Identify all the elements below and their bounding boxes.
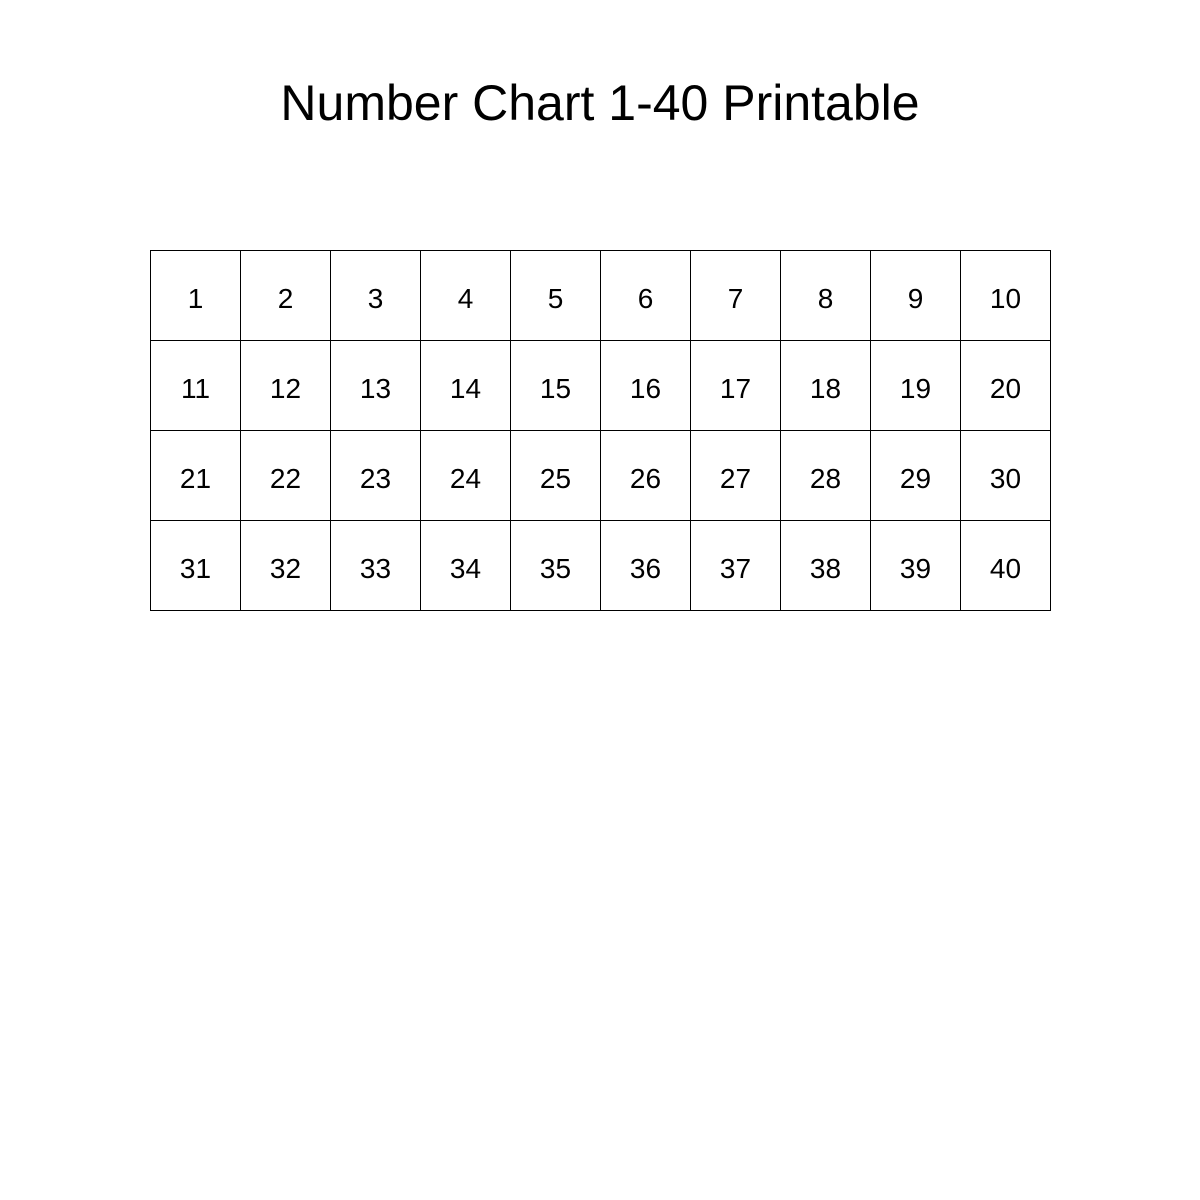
number-cell-value: 33 bbox=[359, 552, 392, 584]
number-cell-value: 34 bbox=[449, 552, 482, 584]
number-cell-value: 9 bbox=[907, 282, 924, 314]
number-cell-value: 14 bbox=[449, 372, 482, 404]
number-cell bbox=[871, 251, 961, 341]
number-cell-value: 15 bbox=[539, 372, 572, 404]
number-cell bbox=[601, 431, 691, 521]
number-cell bbox=[331, 341, 421, 431]
number-cell-value: 32 bbox=[269, 552, 302, 584]
number-cell-value: 30 bbox=[989, 462, 1022, 494]
number-cell bbox=[781, 251, 871, 341]
number-cell-value: 7 bbox=[727, 282, 744, 314]
number-cell bbox=[511, 341, 601, 431]
number-cell bbox=[871, 521, 961, 611]
number-cell bbox=[151, 521, 241, 611]
number-cell bbox=[871, 341, 961, 431]
number-cell bbox=[601, 521, 691, 611]
number-cell-value: 16 bbox=[629, 372, 662, 404]
number-cell-value: 23 bbox=[359, 462, 392, 494]
number-cell-value: 10 bbox=[989, 282, 1022, 314]
number-cell bbox=[871, 431, 961, 521]
number-cell bbox=[511, 251, 601, 341]
number-cell bbox=[781, 521, 871, 611]
number-cell bbox=[421, 431, 511, 521]
number-cell bbox=[241, 251, 331, 341]
number-cell bbox=[961, 341, 1051, 431]
number-cell bbox=[421, 251, 511, 341]
number-cell bbox=[241, 521, 331, 611]
number-cell bbox=[691, 431, 781, 521]
number-cell bbox=[331, 431, 421, 521]
number-cell-value: 38 bbox=[809, 552, 842, 584]
number-cell bbox=[331, 251, 421, 341]
number-cell-value: 26 bbox=[629, 462, 662, 494]
number-cell-value: 4 bbox=[457, 282, 474, 314]
number-cell-value: 1 bbox=[187, 282, 204, 314]
number-cell-value: 28 bbox=[809, 462, 842, 494]
number-cell-value: 36 bbox=[629, 552, 662, 584]
number-cell bbox=[601, 341, 691, 431]
number-cell-value: 39 bbox=[899, 552, 932, 584]
number-cell bbox=[511, 521, 601, 611]
number-cell-value: 37 bbox=[719, 552, 752, 584]
number-cell-value: 11 bbox=[180, 372, 211, 404]
number-cell bbox=[781, 431, 871, 521]
number-cell-value: 20 bbox=[989, 372, 1022, 404]
number-cell-value: 31 bbox=[179, 552, 212, 584]
number-cell-value: 24 bbox=[449, 462, 482, 494]
number-cell bbox=[961, 251, 1051, 341]
number-cell bbox=[241, 341, 331, 431]
number-cell bbox=[691, 341, 781, 431]
number-cell bbox=[421, 521, 511, 611]
number-grid bbox=[150, 250, 1051, 611]
number-cell bbox=[241, 431, 331, 521]
number-cell-value: 29 bbox=[899, 462, 932, 494]
number-cell bbox=[151, 341, 241, 431]
number-cell bbox=[601, 251, 691, 341]
number-cell bbox=[691, 521, 781, 611]
number-cell bbox=[961, 431, 1051, 521]
grid-row bbox=[151, 431, 1051, 521]
grid-row bbox=[151, 251, 1051, 341]
number-cell bbox=[511, 431, 601, 521]
number-cell bbox=[331, 521, 421, 611]
number-cell bbox=[961, 521, 1051, 611]
number-cell-value: 3 bbox=[367, 282, 384, 314]
number-cell-value: 8 bbox=[817, 282, 834, 314]
number-cell-value: 25 bbox=[539, 462, 572, 494]
number-cell-value: 21 bbox=[179, 462, 212, 494]
number-cell-value: 19 bbox=[899, 372, 932, 404]
number-cell-value: 5 bbox=[547, 282, 564, 314]
number-cell-value: 13 bbox=[359, 372, 392, 404]
number-grid-body bbox=[151, 251, 1051, 611]
grid-row bbox=[151, 341, 1051, 431]
number-cell-value: 6 bbox=[637, 282, 654, 314]
number-cell-value: 18 bbox=[809, 372, 842, 404]
page-title: Number Chart 1-40 Printable bbox=[280, 75, 920, 131]
number-cell-value: 35 bbox=[539, 552, 572, 584]
number-cell-value: 22 bbox=[269, 462, 302, 494]
number-cell bbox=[421, 341, 511, 431]
grid-row bbox=[151, 521, 1051, 611]
number-cell bbox=[151, 431, 241, 521]
number-cell-value: 2 bbox=[277, 282, 294, 314]
number-cell-value: 17 bbox=[719, 372, 752, 404]
number-cell bbox=[151, 251, 241, 341]
number-cell-value: 27 bbox=[719, 462, 752, 494]
number-cell-value: 40 bbox=[989, 552, 1022, 584]
number-cell-value: 12 bbox=[269, 372, 302, 404]
number-cell bbox=[781, 341, 871, 431]
number-cell bbox=[691, 251, 781, 341]
